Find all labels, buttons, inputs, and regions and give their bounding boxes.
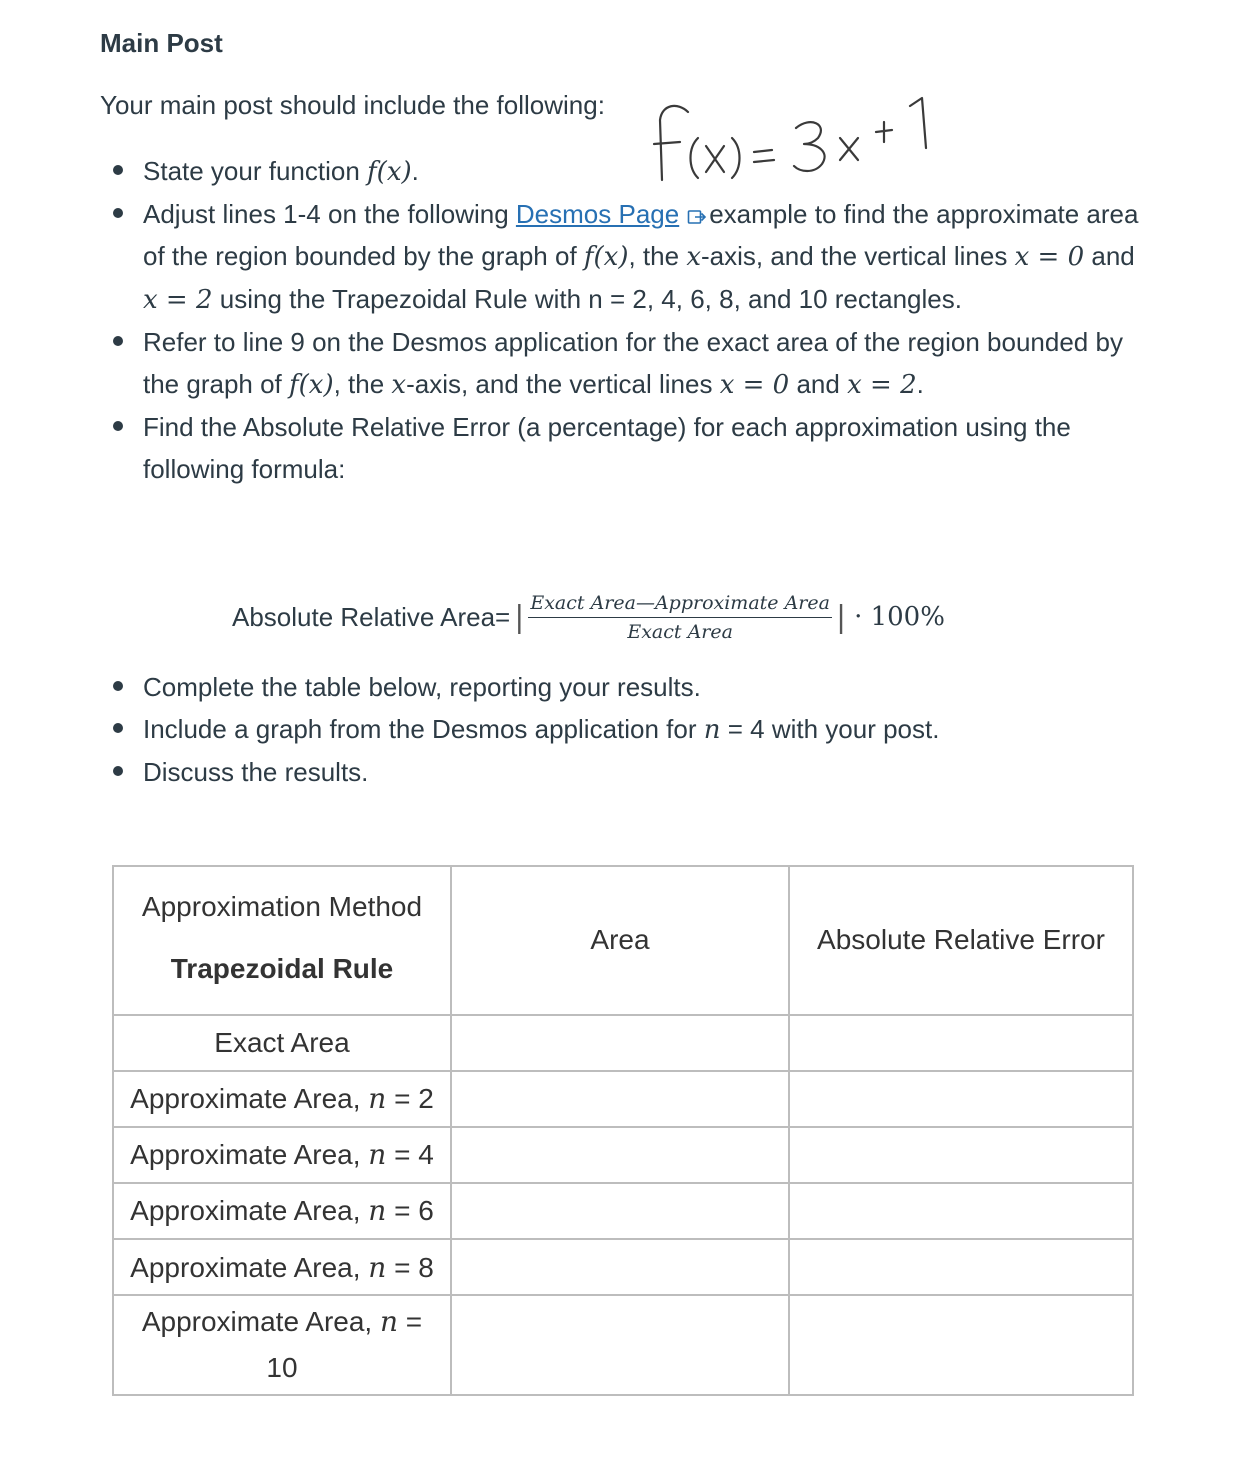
area-cell[interactable] <box>451 1071 789 1127</box>
area-cell[interactable] <box>451 1239 789 1295</box>
table-row <box>113 1071 1133 1127</box>
area-cell[interactable] <box>451 1295 789 1395</box>
row-label: Approximate Area, n = 2 <box>113 1071 451 1127</box>
page-title: Main Post <box>100 28 223 58</box>
formula-fraction <box>528 592 832 643</box>
header-method: Approximation Method Trapezoidal Rule <box>113 866 451 1015</box>
error-cell[interactable] <box>789 1015 1133 1071</box>
relative-error-formula <box>232 585 945 649</box>
row-label: Approximate Area, n = 6 <box>113 1183 451 1239</box>
results-table <box>112 865 1134 1396</box>
list-item-find-error: Find the Absolute Relative Error (a percentage) for each approximation using the following formula: <box>100 406 1140 490</box>
error-cell[interactable] <box>789 1127 1133 1183</box>
table-row <box>113 1295 1133 1395</box>
row-label: Approximate Area, n = 4 <box>113 1127 451 1183</box>
formula-label: Absolute Relative Area= <box>232 601 511 632</box>
error-cell[interactable] <box>789 1295 1133 1395</box>
row-label: Approximate Area, n = 8 <box>113 1239 451 1295</box>
table-row-exact <box>113 1015 1133 1071</box>
table-header-row <box>113 866 1133 1015</box>
row-label-exact: Exact Area <box>113 1015 451 1071</box>
table-row <box>113 1183 1133 1239</box>
list-item-refer-line-9: Refer to line 9 on the Desmos application for the exact area of the region bounded by the graph of f(x), the x-axis, and the vertical lines x = 0 and x = 2. <box>100 321 1140 406</box>
table-row <box>113 1239 1133 1295</box>
list-item-adjust-lines: Adjust lines 1-4 on the following Desmos Page example to find the approximate area of the region bounded by the graph of f(x), the x-axis, and the vertical lines x = 0 and x = 2 using the Trapezoidal Rule with n = 2, 4, 6, 8, and 10 rectangles. <box>100 193 1140 321</box>
abs-bar-left: | <box>514 599 525 635</box>
external-link-icon[interactable] <box>687 207 707 227</box>
area-cell[interactable] <box>451 1015 789 1071</box>
error-cell[interactable] <box>789 1071 1133 1127</box>
formula-denominator: Exact Area <box>627 620 733 643</box>
list-item-complete-table: Complete the table below, reporting your results. <box>100 666 1140 708</box>
instructions-list-continued <box>100 666 1140 793</box>
abs-bar-right: | <box>835 599 847 635</box>
intro-text: Your main post should include the following: <box>100 90 605 120</box>
formula-multiplier: · 100% <box>854 602 945 632</box>
header-area: Area <box>451 866 789 1015</box>
area-cell[interactable] <box>451 1183 789 1239</box>
error-cell[interactable] <box>789 1239 1133 1295</box>
header-error: Absolute Relative Error <box>789 866 1133 1015</box>
area-cell[interactable] <box>451 1127 789 1183</box>
desmos-page-link[interactable]: Desmos Page <box>515 199 680 229</box>
formula-numerator: Exact Area—Approximate Area <box>528 592 832 618</box>
list-item-include-graph: Include a graph from the Desmos application for n = 4 with your post. <box>100 708 1140 751</box>
error-cell[interactable] <box>789 1183 1133 1239</box>
instructions-list <box>100 150 1140 490</box>
table-row <box>113 1127 1133 1183</box>
list-item-state-function: State your function f(x). <box>100 150 1140 193</box>
row-label: Approximate Area, n = 10 <box>113 1295 451 1395</box>
list-item-discuss: Discuss the results. <box>100 751 1140 793</box>
